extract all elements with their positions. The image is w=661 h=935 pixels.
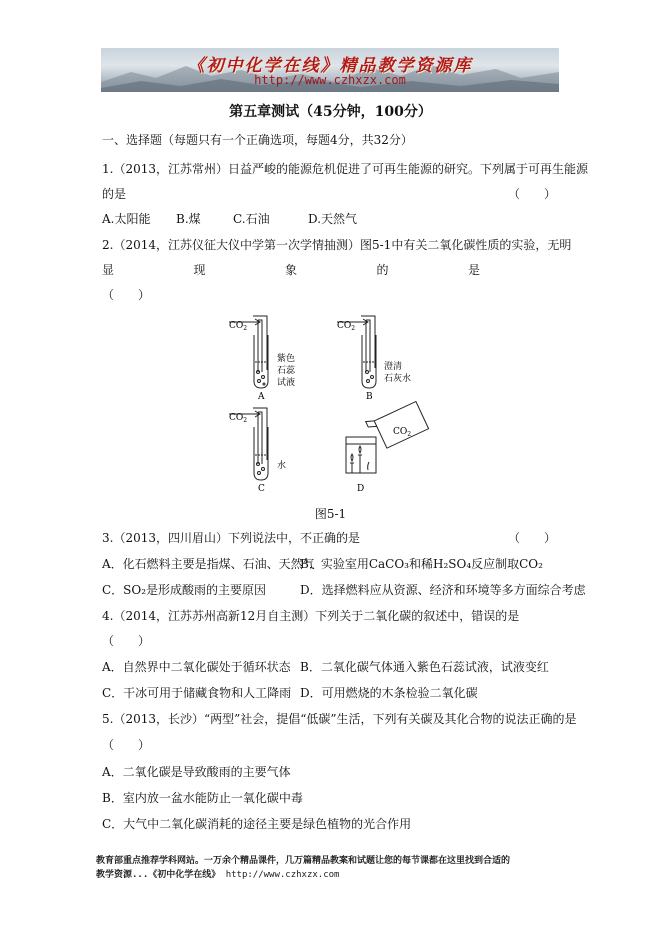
q2-word-4: 的 [376,263,389,277]
q1-option-c: C.石油 [233,212,270,226]
b-label: B [366,392,373,402]
a-desc-2: 石蕊 [277,366,296,376]
q1-option-b: B.煤 [176,212,201,226]
q3-options-cd [102,582,586,598]
footer-url[interactable]: http://www.czhxzx.com [225,870,340,880]
q2-answer-paren: （ ） [102,288,151,302]
a-co2-label: $CO_2$ [229,321,248,332]
c-label: C [258,484,265,494]
q2-word-2: 现 [193,263,206,277]
q2-word-3: 象 [284,263,297,277]
banner-url[interactable]: http://www.czhxzx.com [254,73,406,87]
a-desc-1: 紫色 [277,354,296,364]
q1-option-d: D.天然气 [308,212,358,226]
q4-answer-paren: （ ） [102,634,151,648]
section-heading: 一、选择题（每题只有一个正确选项，每题4分，共32分） [102,133,413,147]
q3-option-a: A．化石燃料主要是指煤、石油、天然气 [102,557,315,571]
q4-options-cd [102,685,560,701]
banner-title: 《初中化学在线》精品教学资源库 [187,56,473,76]
q3-answer-paren: （ ） [507,531,556,545]
q3-stem: 3.（2013，四川眉山）下列说法中，不正确的是 [102,531,360,545]
q4-options-ab [102,659,560,675]
q5-option-b: B．室内放一盆水能防止一氧化碳中毒 [102,791,303,805]
q3-stem-line [102,530,560,546]
q5-answer-paren: （ ） [102,738,151,752]
q4-option-b: B．二氧化碳气体通入紫色石蕊试液，试液变红 [300,660,549,674]
footer-line1: 教育部重点推荐学科网站。一万余个精品课件，几万篇精品教案和试题让您的每节课都在这里找到合适的 [96,856,511,866]
a-label: A [258,392,265,402]
q5-option-a: A．二氧化碳是导致酸雨的主要气体 [102,765,291,779]
q2-word-5: 是 [467,263,480,277]
q4-option-d: D．可用燃烧的木条检验二氧化碳 [300,686,478,700]
q1-answer-paren: （ ） [507,187,556,201]
q3-option-b: B．实验室用CaCO₃和稀H₂SO₄反应制取CO₂ [300,557,543,571]
page-footer [96,854,566,882]
q2-stem-line1: 2.（2014，江苏仪征大仪中学第一次学情抽测）图5-1中有关二氧化碳性质的实验，无明 [102,238,572,252]
b-desc-1: 澄清 [384,362,403,372]
q1-stem-tail: 的是 [102,187,127,201]
q4-stem: 4.（2014，江苏苏州高新12月自主测）下列关于二氧化碳的叙述中，错误的是 [102,609,520,623]
d-label: D [357,484,365,494]
q1-option-a: A.太阳能 [102,212,151,226]
figure-caption: 图5-1 [314,507,347,521]
q2-word-1: 显 [102,263,115,277]
q3-options-ab [102,556,560,572]
page-title: 第五章测试（45分钟，100分） [229,104,432,120]
a-desc-3: 试液 [277,378,296,388]
q4-option-c: C．干冰可用于储藏食物和人工降雨 [102,686,292,700]
experiment-d [346,399,429,473]
footer-site-name: 教学资源...《初中化学在线》 [96,870,221,880]
q5-stem: 5.（2013，长沙）“两型”社会，提倡“低碳”生活，下列有关碳及其化合物的说法正确的是 [102,712,577,726]
q5-option-c: C．大气中二氧化碳消耗的途径主要是绿色植物的光合作用 [102,817,412,831]
q4-option-a: A．自然界中二氧化碳处于循环状态 [102,660,291,674]
q3-option-c: C．SO₂是形成酸雨的主要原因 [102,583,267,597]
footer-line2 [96,868,566,882]
c-co2-label: $CO_2$ [229,413,248,424]
q3-option-d: D．选择燃料应从资源、经济和环境等多方面综合考虑 [300,583,586,597]
b-desc-2: 石灰水 [384,374,412,384]
d-co2-label: $CO_2$ [393,427,412,438]
c-desc: 水 [277,461,287,471]
q1-stem-line1: 1.（2013，江苏常州）日益严峻的能源危机促进了可再生能源的研究。下列属于可再生能源 [102,162,588,176]
b-co2-label: $CO_2$ [337,321,356,332]
